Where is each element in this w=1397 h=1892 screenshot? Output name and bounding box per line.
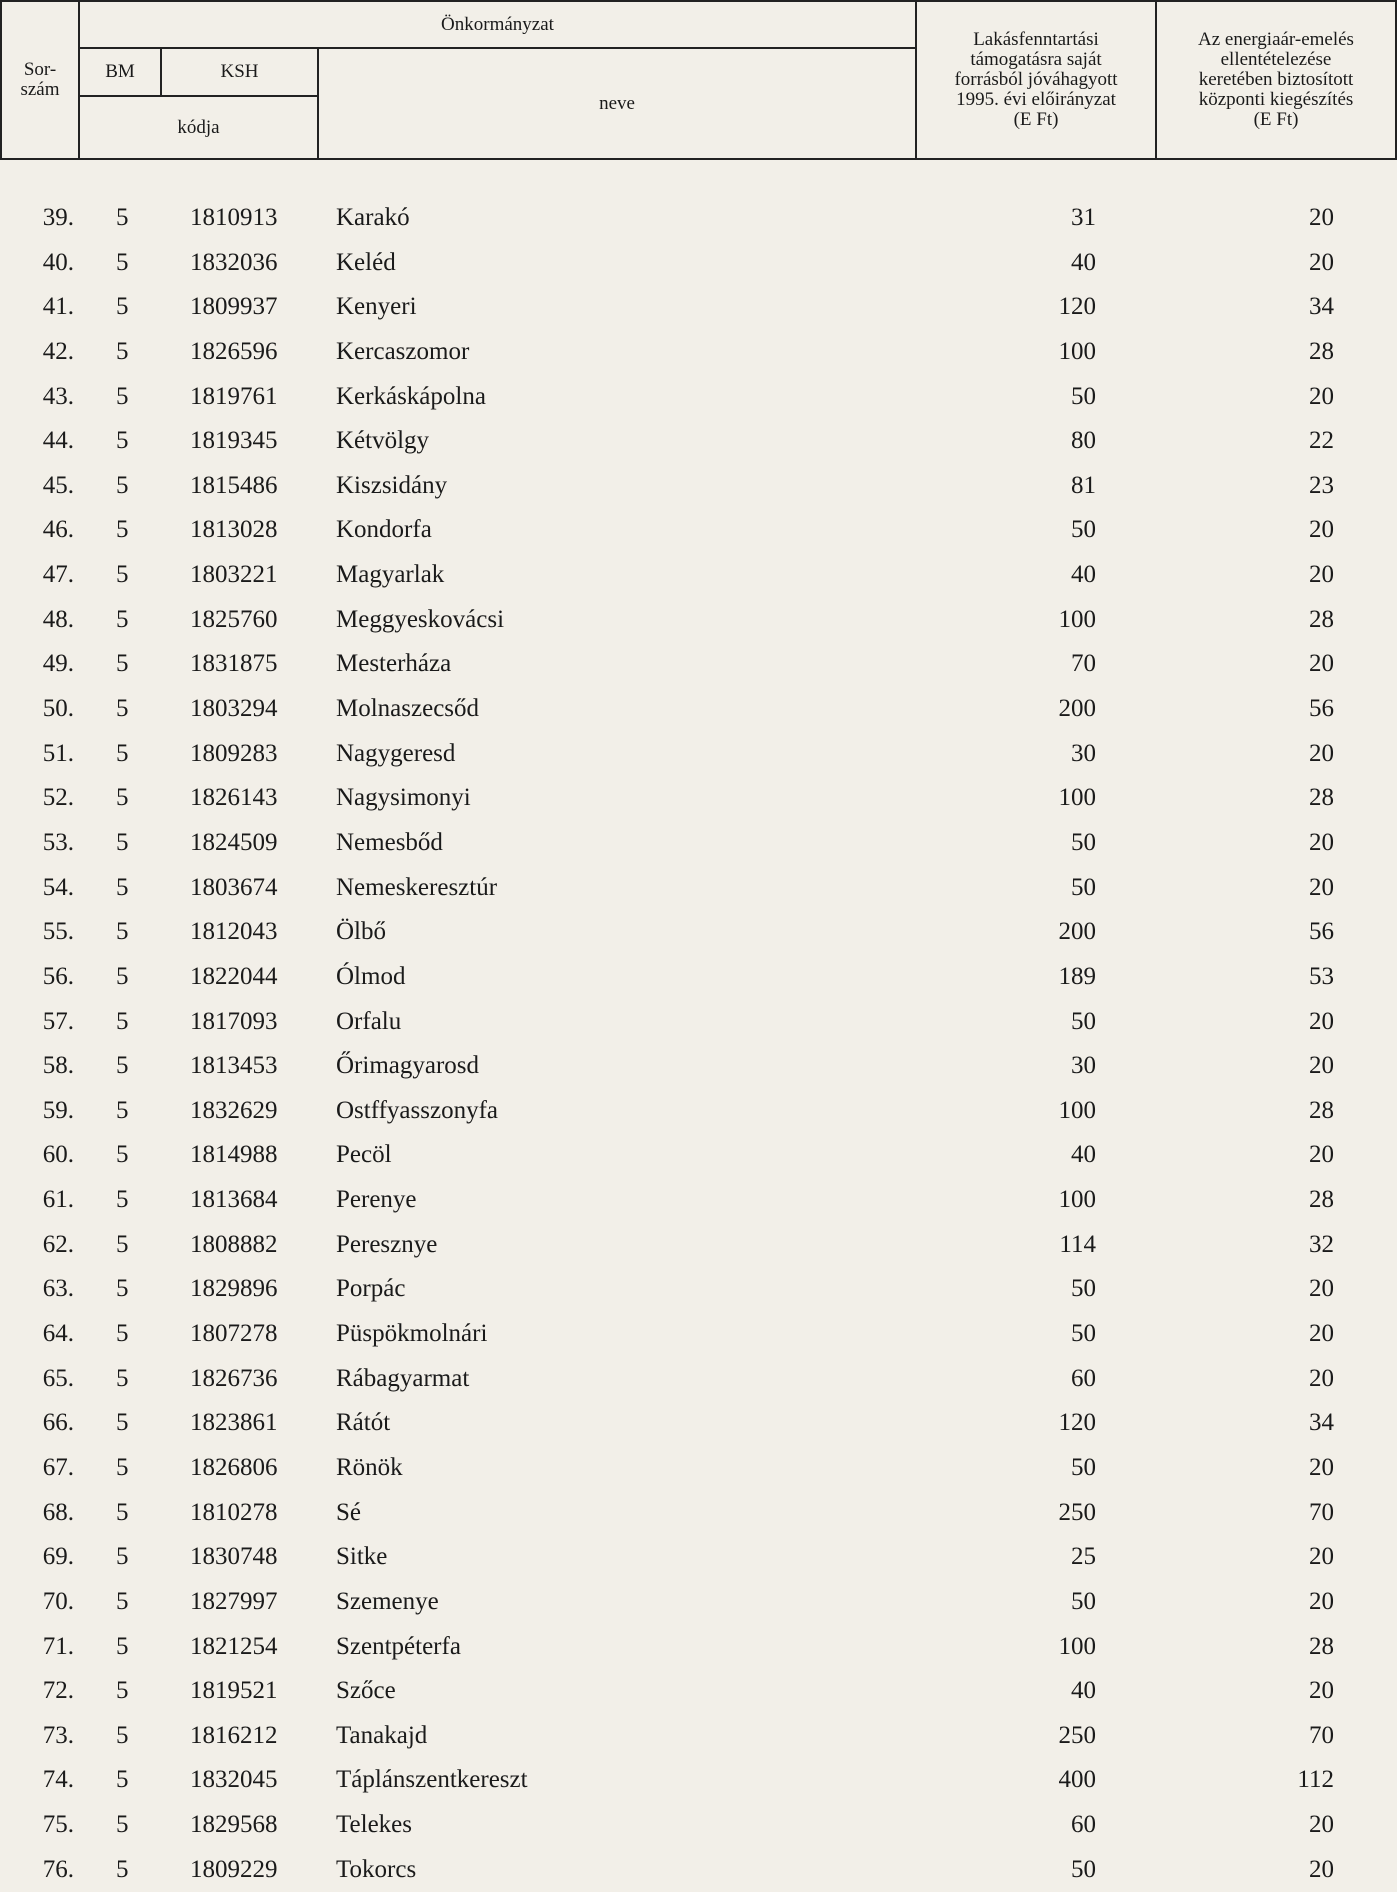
housing-support-amount: 25 (1071, 1543, 1096, 1571)
table-row (0, 1357, 1397, 1402)
municipality-name: Kenyeri (336, 293, 417, 321)
table-row (0, 1803, 1397, 1848)
energy-supplement-amount: 20 (1309, 382, 1334, 410)
serial-number: 72. (42, 1677, 74, 1705)
bm-code: 5 (116, 1275, 129, 1303)
table-row (0, 196, 1397, 241)
municipality-name: Meggyeskovácsi (336, 605, 505, 633)
serial-number: 61. (42, 1186, 74, 1214)
energy-supplement-amount: 28 (1309, 784, 1334, 812)
housing-support-amount: 200 (1058, 695, 1096, 723)
serial-number: 49. (42, 650, 74, 678)
housing-support-amount: 70 (1071, 650, 1096, 678)
ksh-code: 1813028 (190, 516, 278, 544)
housing-support-amount: 100 (1058, 337, 1096, 365)
table-row (0, 1223, 1397, 1268)
bm-code: 5 (116, 293, 129, 321)
bm-code: 5 (116, 1721, 129, 1749)
ksh-code: 1809229 (190, 1855, 278, 1883)
housing-support-amount: 60 (1071, 1364, 1096, 1392)
table-row (0, 285, 1397, 330)
bm-code: 5 (116, 828, 129, 856)
table-row (0, 1580, 1397, 1625)
energy-supplement-amount: 20 (1309, 1543, 1334, 1571)
ksh-code: 1810913 (190, 204, 278, 231)
table-row (0, 419, 1397, 464)
table-row (0, 598, 1397, 643)
table-row (0, 955, 1397, 1000)
municipality-name: Ostffyasszonyfa (336, 1096, 498, 1124)
energy-supplement-amount: 112 (1297, 1766, 1334, 1794)
energy-supplement-amount: 28 (1309, 337, 1334, 365)
housing-support-amount: 50 (1071, 873, 1096, 901)
bm-code: 5 (116, 1855, 129, 1883)
bm-code: 5 (116, 1587, 129, 1615)
serial-number: 75. (42, 1811, 74, 1839)
serial-number: 60. (42, 1141, 74, 1169)
housing-support-amount: 100 (1058, 1632, 1096, 1660)
ksh-code: 1819345 (190, 427, 278, 455)
housing-support-amount: 50 (1071, 828, 1096, 856)
municipality-name: Sitke (336, 1543, 388, 1571)
serial-number: 44. (42, 427, 74, 455)
energy-supplement-amount: 20 (1309, 873, 1334, 901)
bm-code: 5 (116, 248, 129, 276)
ksh-code: 1826736 (190, 1364, 278, 1392)
bm-code: 5 (116, 1453, 129, 1481)
municipality-name: Karakó (336, 204, 410, 231)
energy-supplement-amount: 28 (1309, 605, 1334, 633)
ksh-code: 1827997 (190, 1587, 278, 1615)
table-row (0, 776, 1397, 821)
ksh-code: 1819761 (190, 382, 278, 410)
housing-support-amount: 80 (1071, 427, 1096, 455)
housing-support-amount: 100 (1058, 1186, 1096, 1214)
housing-support-amount: 200 (1058, 918, 1096, 946)
serial-number: 45. (42, 471, 74, 499)
energy-supplement-amount: 20 (1309, 248, 1334, 276)
bm-code: 5 (116, 873, 129, 901)
municipality-name: Nemesbőd (336, 828, 443, 856)
serial-number: 41. (42, 293, 74, 321)
serial-number: 55. (42, 918, 74, 946)
energy-supplement-amount: 20 (1309, 1007, 1334, 1035)
housing-support-amount: 30 (1071, 739, 1096, 767)
bm-code: 5 (116, 1543, 129, 1571)
bm-code: 5 (116, 1052, 129, 1080)
ksh-code: 1826143 (190, 784, 278, 812)
energy-supplement-amount: 56 (1309, 695, 1334, 723)
municipality-name: Táplánszentkereszt (336, 1766, 528, 1794)
housing-support-amount: 100 (1058, 605, 1096, 633)
ksh-code: 1822044 (190, 962, 278, 990)
bm-code: 5 (116, 605, 129, 633)
bm-code: 5 (116, 695, 129, 723)
energy-supplement-amount: 20 (1309, 516, 1334, 544)
serial-number: 42. (42, 337, 74, 365)
table-row (0, 1178, 1397, 1223)
housing-support-amount: 40 (1071, 248, 1096, 276)
energy-supplement-amount: 28 (1309, 1096, 1334, 1124)
ksh-code: 1809937 (190, 293, 278, 321)
bm-code: 5 (116, 1677, 129, 1705)
ksh-code: 1803221 (190, 561, 278, 589)
table-row (0, 1044, 1397, 1089)
serial-number: 68. (42, 1498, 74, 1526)
table-row (0, 1758, 1397, 1803)
municipality-name: Ólmod (336, 962, 406, 990)
housing-support-amount: 120 (1058, 293, 1096, 321)
serial-number: 54. (42, 873, 74, 901)
ksh-code: 1832036 (190, 248, 278, 276)
onkormanyzat-heading: Önkormányzat (441, 13, 554, 35)
municipality-name: Sé (336, 1498, 361, 1526)
ksh-heading: KSH (220, 61, 259, 82)
energy-supplement-amount: 20 (1309, 1141, 1334, 1169)
housing-support-amount: 400 (1058, 1766, 1096, 1794)
municipality-name: Rábagyarmat (336, 1364, 470, 1392)
ksh-code: 1814988 (190, 1141, 278, 1169)
table-row (0, 1669, 1397, 1714)
table-row (0, 1491, 1397, 1536)
municipality-name: Szentpéterfa (336, 1632, 461, 1660)
bm-code: 5 (116, 962, 129, 990)
serial-number: 51. (42, 739, 74, 767)
serial-number: 71. (42, 1632, 74, 1660)
bm-code: 5 (116, 1007, 129, 1035)
housing-support-amount: 50 (1071, 1855, 1096, 1883)
energy-supplement-amount: 20 (1309, 1453, 1334, 1481)
bm-code: 5 (116, 918, 129, 946)
serial-number: 59. (42, 1096, 74, 1124)
housing-support-amount: 250 (1058, 1721, 1096, 1749)
housing-support-amount: 189 (1058, 962, 1096, 990)
table-row (0, 1446, 1397, 1491)
kodja-heading: kódja (177, 116, 220, 138)
ksh-code: 1830748 (190, 1543, 278, 1571)
housing-support-amount: 250 (1058, 1498, 1096, 1526)
energy-supplement-amount: 34 (1309, 293, 1334, 321)
municipality-name: Orfalu (336, 1007, 402, 1035)
table-header (0, 0, 1397, 160)
table-row (0, 1000, 1397, 1045)
energy-supplement-amount: 70 (1309, 1498, 1334, 1526)
header-bottom-border (0, 158, 1397, 160)
serial-number: 46. (42, 516, 74, 544)
ksh-code: 1812043 (190, 918, 278, 946)
energia-heading: Az energiaár-emelés ellentételezése keretében biztosított központi kiegészítés (E Ft) (1198, 29, 1354, 130)
energy-supplement-amount: 32 (1309, 1230, 1334, 1258)
ksh-code: 1819521 (190, 1677, 278, 1705)
table-row (0, 1848, 1397, 1892)
table-row (0, 732, 1397, 777)
municipality-name: Tanakajd (336, 1721, 428, 1749)
ksh-code: 1813684 (190, 1186, 278, 1214)
ksh-code: 1823861 (190, 1409, 278, 1437)
serial-number: 47. (42, 561, 74, 589)
bm-code: 5 (116, 784, 129, 812)
serial-number: 74. (42, 1766, 74, 1794)
table-row (0, 508, 1397, 553)
table-row (0, 1133, 1397, 1178)
municipality-name: Mesterháza (336, 650, 452, 678)
ksh-code: 1832629 (190, 1096, 278, 1124)
bm-code: 5 (116, 1230, 129, 1258)
serial-number: 58. (42, 1052, 74, 1080)
bm-code: 5 (116, 1141, 129, 1169)
energy-supplement-amount: 22 (1309, 427, 1334, 455)
housing-support-amount: 50 (1071, 1007, 1096, 1035)
table-row (0, 241, 1397, 286)
serial-number: 70. (42, 1587, 74, 1615)
municipality-name: Tokorcs (336, 1855, 417, 1883)
bm-code: 5 (116, 1632, 129, 1660)
serial-number: 65. (42, 1364, 74, 1392)
municipality-name: Szemenye (336, 1587, 439, 1615)
municipality-name: Perenye (336, 1186, 417, 1214)
ksh-code: 1808882 (190, 1230, 278, 1258)
serial-number: 40. (42, 248, 74, 276)
serial-number: 76. (42, 1855, 74, 1883)
municipality-name: Pecöl (336, 1141, 392, 1169)
energy-supplement-amount: 28 (1309, 1186, 1334, 1214)
ksh-code: 1810278 (190, 1498, 278, 1526)
bm-code: 5 (116, 337, 129, 365)
bm-code: 5 (116, 1811, 129, 1839)
municipality-name: Kétvölgy (336, 427, 430, 455)
housing-support-amount: 40 (1071, 1677, 1096, 1705)
energy-supplement-amount: 28 (1309, 1632, 1334, 1660)
serial-number: 56. (42, 962, 74, 990)
bm-code: 5 (116, 204, 129, 231)
ksh-code: 1803294 (190, 695, 278, 723)
table-row (0, 1312, 1397, 1357)
sorszam-heading: Sor- szám (20, 59, 60, 100)
energy-supplement-amount: 20 (1309, 1855, 1334, 1883)
housing-support-amount: 120 (1058, 1409, 1096, 1437)
ksh-code: 1829568 (190, 1811, 278, 1839)
bm-code: 5 (116, 739, 129, 767)
serial-number: 67. (42, 1453, 74, 1481)
bm-code: 5 (116, 382, 129, 410)
housing-support-amount: 50 (1071, 1453, 1096, 1481)
ksh-code: 1803674 (190, 873, 278, 901)
bm-code: 5 (116, 1498, 129, 1526)
table-row (0, 553, 1397, 598)
ksh-code: 1826596 (190, 337, 278, 365)
energy-supplement-amount: 20 (1309, 1587, 1334, 1615)
municipality-name: Peresznye (336, 1230, 438, 1258)
energy-supplement-amount: 53 (1309, 962, 1334, 990)
table-row (0, 1401, 1397, 1446)
ksh-code: 1832045 (190, 1766, 278, 1794)
ksh-code: 1815486 (190, 471, 278, 499)
serial-number: 69. (42, 1543, 74, 1571)
energy-supplement-amount: 20 (1309, 828, 1334, 856)
housing-support-amount: 50 (1071, 1587, 1096, 1615)
bm-code: 5 (116, 427, 129, 455)
ksh-code: 1821254 (190, 1632, 278, 1660)
energy-supplement-amount: 20 (1309, 204, 1334, 231)
bm-code: 5 (116, 516, 129, 544)
serial-number: 63. (42, 1275, 74, 1303)
energy-supplement-amount: 56 (1309, 918, 1334, 946)
table-body (0, 196, 1397, 1892)
energy-supplement-amount: 20 (1309, 1275, 1334, 1303)
ksh-code: 1807278 (190, 1320, 278, 1348)
municipality-name: Telekes (336, 1811, 412, 1839)
ksh-code: 1809283 (190, 739, 278, 767)
table-row (0, 687, 1397, 732)
housing-support-amount: 100 (1058, 1096, 1096, 1124)
energy-supplement-amount: 20 (1309, 739, 1334, 767)
ksh-code: 1817093 (190, 1007, 278, 1035)
neve-heading: neve (599, 92, 635, 114)
table-row (0, 1714, 1397, 1759)
serial-number: 43. (42, 382, 74, 410)
municipality-name: Molnaszecsőd (336, 695, 480, 723)
energy-supplement-amount: 20 (1309, 561, 1334, 589)
ksh-code: 1824509 (190, 828, 278, 856)
municipality-name: Porpác (336, 1275, 406, 1303)
ksh-code: 1813453 (190, 1052, 278, 1080)
municipality-name: Ölbő (336, 918, 386, 946)
ksh-code: 1825760 (190, 605, 278, 633)
housing-support-amount: 81 (1071, 471, 1096, 499)
table-row (0, 464, 1397, 509)
serial-number: 57. (42, 1007, 74, 1035)
energy-supplement-amount: 20 (1309, 1320, 1334, 1348)
ksh-code: 1831875 (190, 650, 278, 678)
table-row (0, 821, 1397, 866)
energy-supplement-amount: 70 (1309, 1721, 1334, 1749)
table-row (0, 375, 1397, 420)
bm-heading: BM (105, 61, 135, 82)
serial-number: 73. (42, 1721, 74, 1749)
municipality-name: Nemeskeresztúr (336, 873, 498, 901)
serial-number: 64. (42, 1320, 74, 1348)
municipality-name: Keléd (336, 248, 396, 276)
table-row (0, 1625, 1397, 1670)
energy-supplement-amount: 20 (1309, 1677, 1334, 1705)
housing-support-amount: 50 (1071, 1320, 1096, 1348)
energy-supplement-amount: 20 (1309, 1052, 1334, 1080)
table-row (0, 1267, 1397, 1312)
serial-number: 50. (42, 695, 74, 723)
municipality-name: Nagysimonyi (336, 784, 471, 812)
municipality-name: Nagygeresd (336, 739, 456, 767)
bm-code: 5 (116, 1409, 129, 1437)
serial-number: 53. (42, 828, 74, 856)
table-row (0, 1089, 1397, 1134)
table-row (0, 910, 1397, 955)
housing-support-amount: 50 (1071, 516, 1096, 544)
table-row (0, 1535, 1397, 1580)
bm-code: 5 (116, 1364, 129, 1392)
municipality-name: Kercaszomor (336, 337, 470, 365)
table-row (0, 642, 1397, 687)
bm-code: 5 (116, 1096, 129, 1124)
ksh-code: 1829896 (190, 1275, 278, 1303)
bm-code: 5 (116, 1186, 129, 1214)
municipality-name: Rátót (336, 1409, 391, 1437)
bm-code: 5 (116, 1320, 129, 1348)
housing-support-amount: 60 (1071, 1811, 1096, 1839)
municipality-name: Kondorfa (336, 516, 432, 544)
housing-support-amount: 114 (1059, 1230, 1096, 1258)
housing-support-amount: 30 (1071, 1052, 1096, 1080)
municipality-name: Kerkáskápolna (336, 382, 486, 410)
municipality-name: Szőce (336, 1677, 396, 1705)
energy-supplement-amount: 20 (1309, 1364, 1334, 1392)
serial-number: 39. (42, 204, 74, 231)
ksh-code: 1826806 (190, 1453, 278, 1481)
housing-support-amount: 100 (1058, 784, 1096, 812)
energy-supplement-amount: 20 (1309, 1811, 1334, 1839)
table-row (0, 330, 1397, 375)
lakas-heading: Lakásfenntartási támogatásra saját forrásból jóváhagyott 1995. évi előirányzat (E Ft) (954, 29, 1118, 130)
municipality-name: Püspökmolnári (336, 1320, 488, 1348)
bm-code: 5 (116, 561, 129, 589)
serial-number: 48. (42, 605, 74, 633)
energy-supplement-amount: 23 (1309, 471, 1334, 499)
municipality-name: Rönök (336, 1453, 403, 1481)
table-row (0, 866, 1397, 911)
housing-support-amount: 50 (1071, 1275, 1096, 1303)
ksh-code: 1816212 (190, 1721, 278, 1749)
energy-supplement-amount: 34 (1309, 1409, 1334, 1437)
housing-support-amount: 40 (1071, 561, 1096, 589)
municipality-name: Kiszsidány (336, 471, 448, 499)
bm-code: 5 (116, 471, 129, 499)
bm-code: 5 (116, 650, 129, 678)
municipality-name: Magyarlak (336, 561, 445, 589)
serial-number: 52. (42, 784, 74, 812)
housing-support-amount: 40 (1071, 1141, 1096, 1169)
housing-support-amount: 31 (1071, 204, 1096, 231)
bm-code: 5 (116, 1766, 129, 1794)
serial-number: 66. (42, 1409, 74, 1437)
housing-support-amount: 50 (1071, 382, 1096, 410)
energy-supplement-amount: 20 (1309, 650, 1334, 678)
municipality-name: Őrimagyarosd (336, 1052, 480, 1080)
serial-number: 62. (42, 1230, 74, 1258)
